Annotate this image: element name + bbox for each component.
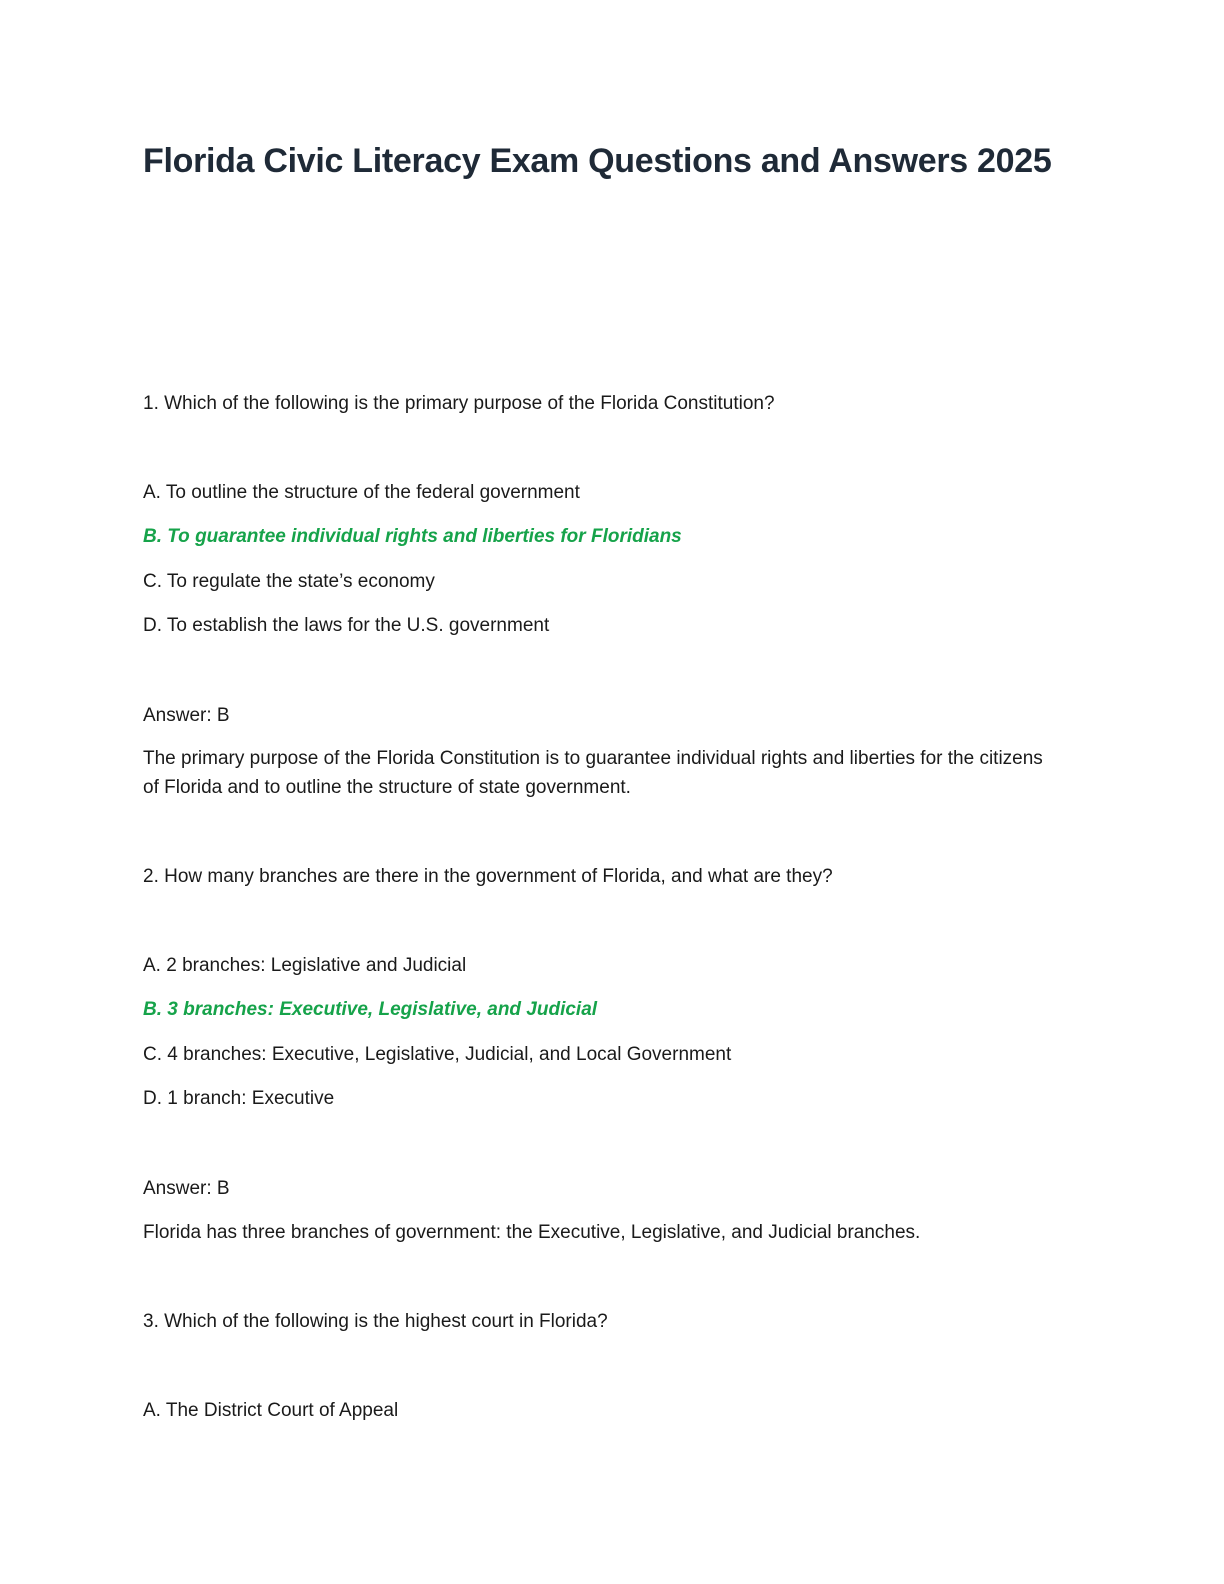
question-2-option-c: C. 4 branches: Executive, Legislative, Judicial, and Local Government	[143, 1044, 732, 1065]
question-1-option-c: C. To regulate the state’s economy	[143, 571, 435, 592]
question-1-option-b-correct: B. To guarantee individual rights and liberties for Floridians	[143, 526, 682, 547]
question-2-text: 2. How many branches are there in the government of Florida, and what are they?	[143, 866, 833, 887]
question-3-option-a: A. The District Court of Appeal	[143, 1400, 399, 1421]
question-1-explanation: The primary purpose of the Florida Constitution is to guarantee individual rights and liberties for the citizens of Florida and to outline the structure of state government.	[143, 748, 1043, 798]
question-2-explanation: Florida has three branches of government: the Executive, Legislative, and Judicial branches.	[143, 1222, 921, 1243]
question-2-option-a: A. 2 branches: Legislative and Judicial	[143, 955, 467, 976]
question-1-text: 1. Which of the following is the primary purpose of the Florida Constitution?	[143, 393, 775, 414]
question-1-option-d: D. To establish the laws for the U.S. government	[143, 615, 550, 636]
page-title: Florida Civic Literacy Exam Questions and Answers 2025	[143, 142, 1052, 180]
question-2-option-d: D. 1 branch: Executive	[143, 1088, 335, 1109]
question-2-answer: Answer: B	[143, 1178, 230, 1199]
question-3-text: 3. Which of the following is the highest court in Florida?	[143, 1311, 608, 1332]
question-2-option-b-correct: B. 3 branches: Executive, Legislative, and Judicial	[143, 999, 598, 1020]
question-1-answer: Answer: B	[143, 705, 230, 726]
question-1-option-a: A. To outline the structure of the federal government	[143, 482, 580, 503]
